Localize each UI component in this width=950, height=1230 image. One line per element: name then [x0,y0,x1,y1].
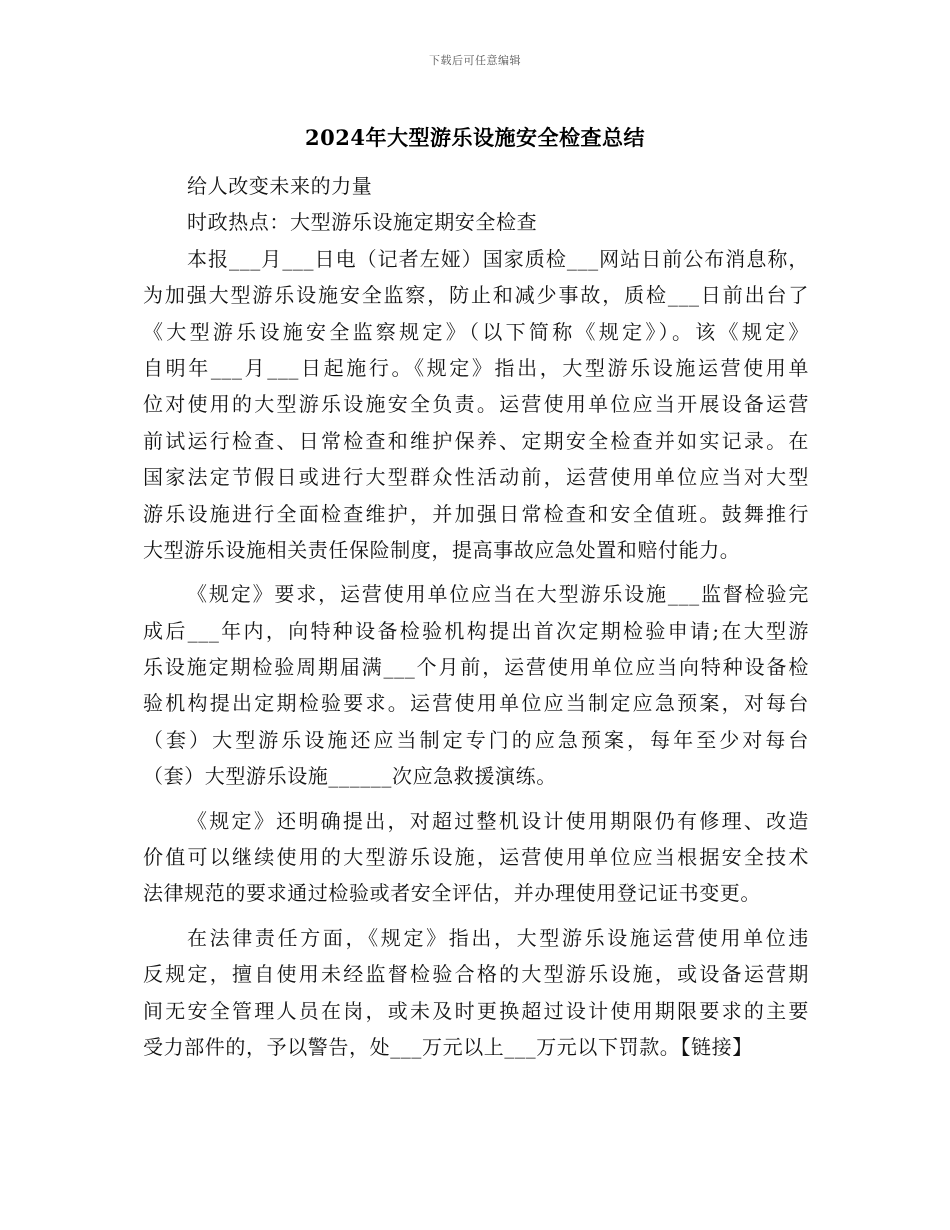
paragraph-line: 时政热点：大型游乐设施定期安全检查 [187,210,538,235]
paragraph-line: 前试运行检查、日常检查和维护保养、定期安全检查并如实记录。在 [143,428,809,453]
paragraph-line: 间无安全管理人员在岗，或未及时更换超过设计使用期限要求的主要 [143,998,809,1023]
paragraph-line: 大型游乐设施相关责任保险制度，提高事故应急处置和赔付能力。 [143,537,741,562]
paragraph-spacer [143,795,809,803]
paragraph-line: 自明年___月___日起施行。《规定》指出，大型游乐设施运营使用单 [143,355,809,380]
paragraph-line: 反规定，擅自使用未经监督检验合格的大型游乐设施，或设备运营期 [143,962,809,987]
paragraph-liability [143,920,809,1066]
paragraph-line: 法律规范的要求通过检验或者安全评估，并办理使用登记证书变更。 [143,881,761,906]
page-header-note: 下载后可任意编辑 [429,54,521,67]
paragraph-slogan [143,168,809,204]
paragraph-topic [143,204,809,240]
paragraph-line: 《大型游乐设施安全监察规定》（以下简称《规定》）。该《规定》 [143,319,809,344]
paragraph-line: 《规定》要求，运营使用单位应当在大型游乐设施___监督检验完 [187,582,809,607]
paragraph-line: 成后___年内，向特种设备检验机构提出首次定期检验申请;在大型游 [143,618,809,643]
paragraph-news [143,241,809,569]
paragraph-line: 验机构提出定期检验要求。运营使用单位应当制定应急预案，对每台 [143,691,809,716]
paragraph-line: 位对使用的大型游乐设施安全负责。运营使用单位应当开展设备运营 [143,392,809,417]
paragraph-line: 乐设施定期检验周期届满___个月前，运营使用单位应当向特种设备检 [143,655,809,680]
paragraph-line: 受力部件的，予以警告，处___万元以上___万元以下罚款。【链接】 [143,1034,753,1059]
paragraph-line: 给人改变未来的力量 [187,174,373,198]
paragraph-extension [143,803,809,912]
document-body [143,168,809,1065]
paragraph-line: 为加强大型游乐设施安全监察，防止和减少事故，质检___日前出台了 [143,283,809,308]
paragraph-line: 《规定》还明确提出，对超过整机设计使用期限仍有修理、改造 [187,808,809,833]
paragraph-spacer [143,912,809,920]
paragraph-spacer [143,568,809,576]
paragraph-line: 价值可以继续使用的大型游乐设施，运营使用单位应当根据安全技术 [143,845,809,870]
paragraph-line: 在法律责任方面，《规定》指出，大型游乐设施运营使用单位违 [187,925,809,950]
paragraph-requirements [143,576,809,794]
paragraph-line: （套）大型游乐设施还应当制定专门的应急预案，每年至少对每台 [143,727,809,752]
paragraph-line: 游乐设施进行全面检查维护，并加强日常检查和安全值班。鼓舞推行 [143,501,809,526]
paragraph-line: 国家法定节假日或进行大型群众性活动前，运营使用单位应当对大型 [143,465,809,490]
document-title: 2024年大型游乐设施安全检查总结 [305,125,645,150]
paragraph-line: （套）大型游乐设施______次应急救援演练。 [143,764,557,789]
paragraph-line: 本报___月___日电（记者左娅）国家质检___网站日前公布消息称， [187,246,809,271]
